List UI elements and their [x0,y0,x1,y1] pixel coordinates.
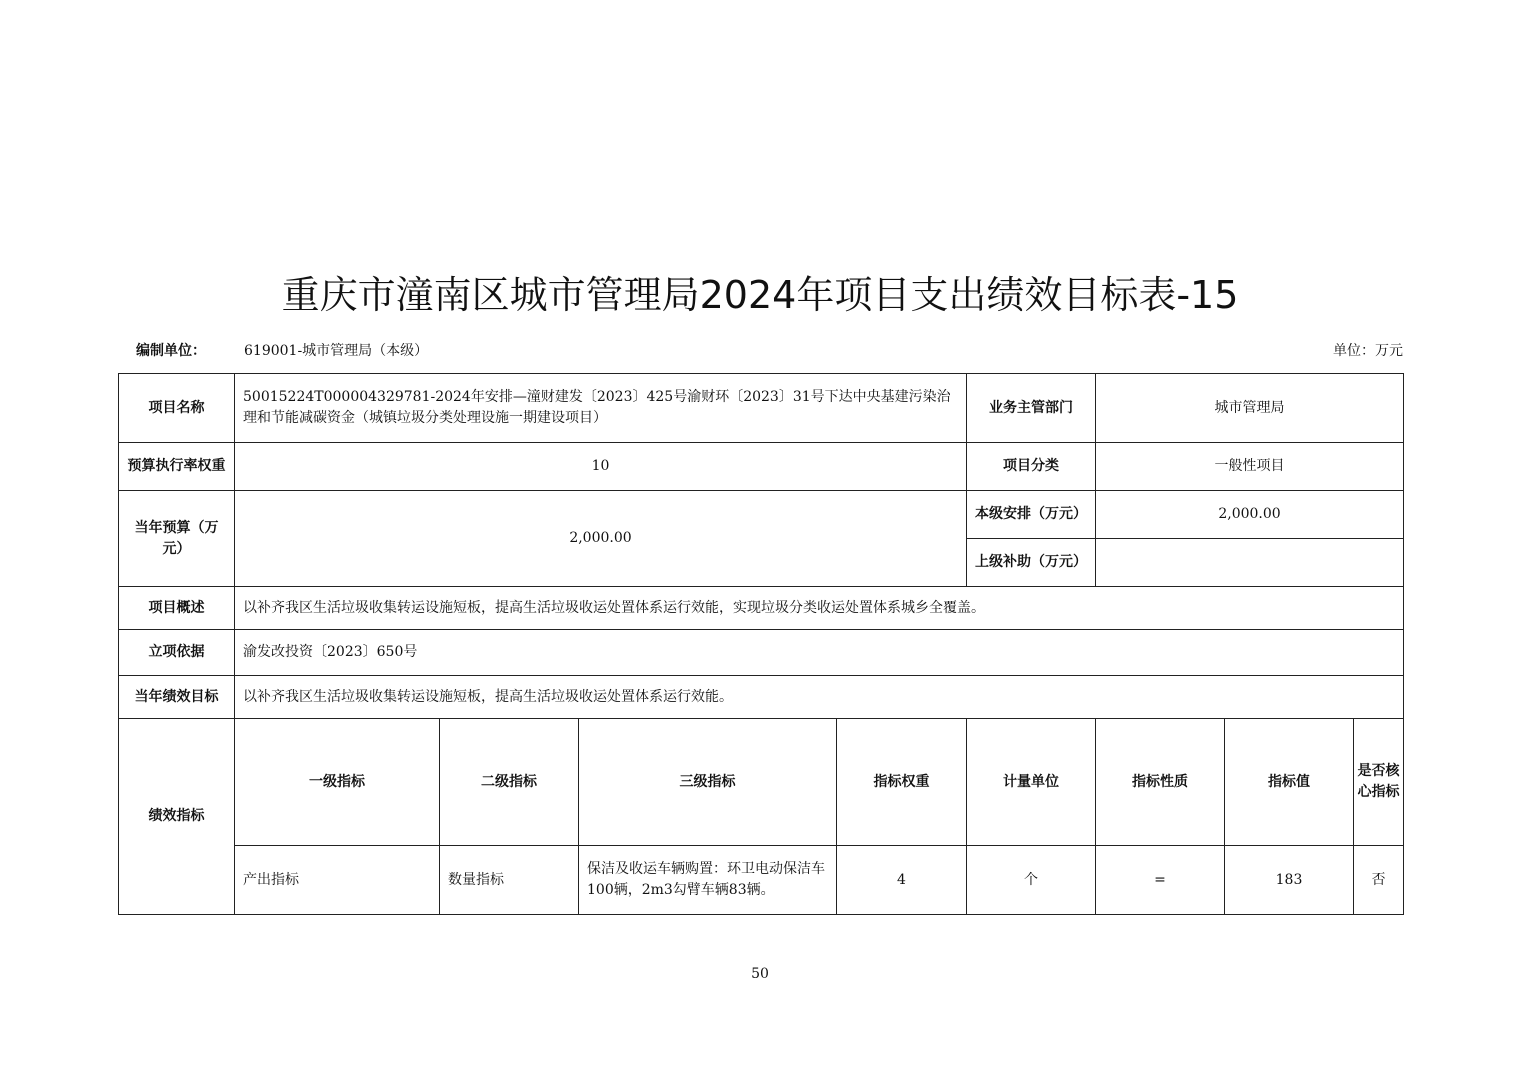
upper-label: 上级补助（万元） [967,539,1096,587]
row-annual-budget [119,491,1404,539]
unit-line [118,340,1403,362]
indicator-level3: 保洁及收运车辆购置：环卫电动保洁车100辆，2m3勾臂车辆83辆。 [579,846,837,915]
goal-label: 当年绩效目标 [119,676,235,719]
dept-value: 城市管理局 [1096,374,1404,443]
annual-budget-label: 当年预算（万元） [119,491,235,587]
basis-label: 立项依据 [119,630,235,676]
project-name-label: 项目名称 [119,374,235,443]
currency-unit: 单位：万元 [1333,343,1403,359]
row-indicator-headers [119,719,1404,846]
header-unit: 计量单位 [967,719,1096,846]
header-core: 是否核心指标 [1354,719,1404,846]
budget-weight-label: 预算执行率权重 [119,443,235,491]
goal-value: 以补齐我区生活垃圾收集转运设施短板，提高生活垃圾收运处置体系运行效能。 [235,676,1404,719]
dept-label: 业务主管部门 [967,374,1096,443]
basis-value: 渝发改投资〔2023〕650号 [235,630,1404,676]
row-basis [119,630,1404,676]
header-weight: 指标权重 [837,719,967,846]
indicator-weight: 4 [837,846,967,915]
indicator-level1: 产出指标 [235,846,440,915]
category-label: 项目分类 [967,443,1096,491]
project-name-value: 50015224T000004329781-2024年安排—潼财建发〔2023〕425号渝财环〔2023〕31号下达中央基建污染治理和节能减碳资金（城镇垃圾分类处理设施一期建设项目） [235,374,967,443]
budget-weight-value: 10 [235,443,967,491]
indicator-core: 否 [1354,846,1404,915]
local-value: 2,000.00 [1096,491,1404,539]
header-level3: 三级指标 [579,719,837,846]
indicators-label: 绩效指标 [119,719,235,915]
upper-value [1096,539,1404,587]
category-value: 一般性项目 [1096,443,1404,491]
header-value: 指标值 [1225,719,1354,846]
table-row [119,846,1404,915]
header-nature: 指标性质 [1096,719,1225,846]
overview-label: 项目概述 [119,587,235,630]
indicator-nature: = [1096,846,1225,915]
row-budget-weight [119,443,1404,491]
overview-value: 以补齐我区生活垃圾收集转运设施短板，提高生活垃圾收运处置体系运行效能，实现垃圾分类收运处置体系城乡全覆盖。 [235,587,1404,630]
indicator-value: 183 [1225,846,1354,915]
page-number: 50 [751,966,769,982]
annual-budget-value: 2,000.00 [235,491,967,587]
unit-label: 编制单位： [136,343,206,359]
header-level1: 一级指标 [235,719,440,846]
local-label: 本级安排（万元） [967,491,1096,539]
unit-value: 619001-城市管理局（本级） [244,343,429,359]
row-overview [119,587,1404,630]
page-title: 重庆市潼南区城市管理局2024年项目支出绩效目标表-15 [281,273,1239,317]
indicator-level2: 数量指标 [440,846,579,915]
performance-table [118,373,1404,915]
row-goal [119,676,1404,719]
indicator-unit: 个 [967,846,1096,915]
row-project-name [119,374,1404,443]
header-level2: 二级指标 [440,719,579,846]
